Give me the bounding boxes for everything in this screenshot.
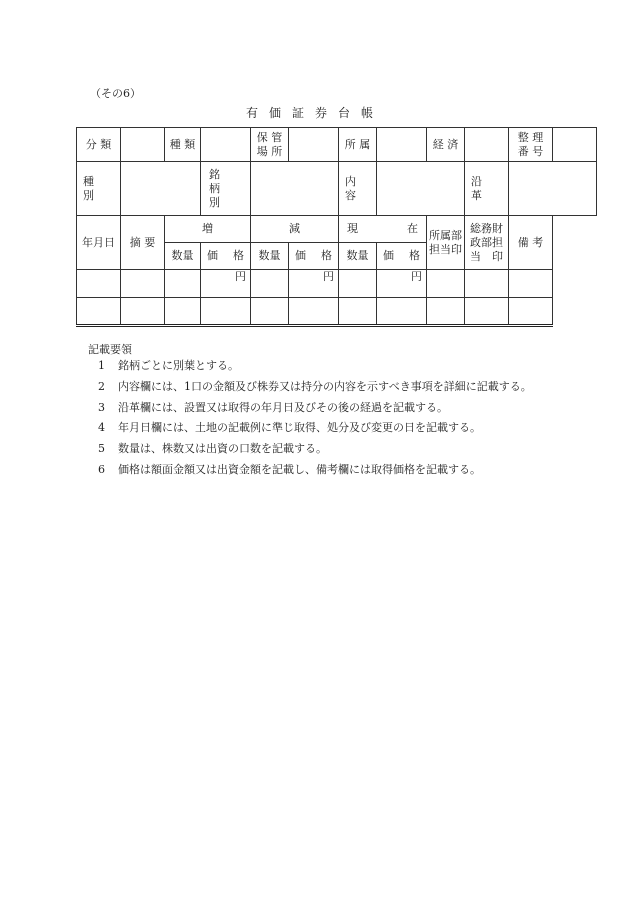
storage-location-label: 保 管 場 所: [251, 128, 289, 162]
general-affairs-seal-cell[interactable]: [465, 270, 509, 298]
increase-price-cell[interactable]: 円: [201, 270, 251, 298]
list-item: 5 数量は、株数又は出資の口数を記載する。: [98, 442, 327, 456]
content-label: 内 容: [339, 162, 377, 216]
reference-number-label: 整 理 番 号: [509, 128, 553, 162]
history-field[interactable]: [509, 162, 597, 216]
department-seal-header: 所属部 担当印: [427, 216, 465, 270]
kind-label: 種 類: [165, 128, 201, 162]
increase-header: 増: [165, 216, 251, 243]
affiliation-field[interactable]: [377, 128, 427, 162]
general-affairs-seal-cell[interactable]: [465, 298, 509, 326]
brand-field[interactable]: [251, 162, 339, 216]
part-label: （その6）: [90, 87, 141, 100]
table-row: [77, 270, 597, 298]
classification-row: [77, 128, 597, 162]
economy-field[interactable]: [465, 128, 509, 162]
decrease-quantity-cell[interactable]: [251, 270, 289, 298]
decrease-price-cell[interactable]: [289, 298, 339, 326]
current-header: 現 在: [339, 216, 427, 243]
increase-price-header: 価 格: [201, 243, 251, 270]
list-item: 2 内容欄には、1口の金額及び株券又は持分の内容を示すべき事項を詳細に記載する。: [98, 379, 532, 393]
classification-label: 分 類: [77, 128, 121, 162]
summary-cell[interactable]: [121, 298, 165, 326]
list-item: 4 年月日欄には、土地の記載例に準じ取得、処分及び変更の日を記載する。: [98, 421, 481, 435]
header-row-top: [77, 216, 597, 243]
current-price-header: 価 格: [377, 243, 427, 270]
increase-price-cell[interactable]: [201, 298, 251, 326]
current-quantity-cell[interactable]: [339, 298, 377, 326]
increase-quantity-cell[interactable]: [165, 270, 201, 298]
type-label: 種 別: [77, 162, 121, 216]
current-price-cell[interactable]: 円: [377, 270, 427, 298]
date-cell[interactable]: [77, 298, 121, 326]
decrease-quantity-header: 数量: [251, 243, 289, 270]
content-field[interactable]: [377, 162, 465, 216]
brand-label: 銘 柄 別: [201, 162, 251, 216]
decrease-header: 減: [251, 216, 339, 243]
list-item: 1 銘柄ごとに別葉とする。: [98, 359, 239, 372]
decrease-quantity-cell[interactable]: [251, 298, 289, 326]
remarks-cell[interactable]: [509, 298, 553, 326]
table-row: [77, 298, 597, 326]
department-seal-cell[interactable]: [427, 298, 465, 326]
summary-header: 摘 要: [121, 216, 165, 270]
decrease-price-header: 価 格: [289, 243, 339, 270]
securities-ledger-table: [76, 127, 597, 327]
decrease-price-cell[interactable]: 円: [289, 270, 339, 298]
type-field[interactable]: [121, 162, 201, 216]
summary-cell[interactable]: [121, 270, 165, 298]
increase-quantity-cell[interactable]: [165, 298, 201, 326]
kind-field[interactable]: [201, 128, 251, 162]
list-item: 3 沿革欄には、設置又は取得の年月日及びその後の経過を記載する。: [98, 400, 448, 414]
economy-label: 経 済: [427, 128, 465, 162]
detail-row: [77, 162, 597, 216]
department-seal-cell[interactable]: [427, 270, 465, 298]
current-quantity-header: 数量: [339, 243, 377, 270]
remarks-cell[interactable]: [509, 270, 553, 298]
notes-title: 記載要領: [88, 343, 132, 356]
affiliation-label: 所 属: [339, 128, 377, 162]
increase-quantity-header: 数量: [165, 243, 201, 270]
general-affairs-seal-header: 総務財 政部担 当 印: [465, 216, 509, 270]
current-price-cell[interactable]: [377, 298, 427, 326]
date-cell[interactable]: [77, 270, 121, 298]
current-quantity-cell[interactable]: [339, 270, 377, 298]
classification-field[interactable]: [121, 128, 165, 162]
page-title: 有価証券台帳: [245, 106, 384, 120]
storage-location-field[interactable]: [289, 128, 339, 162]
reference-number-field[interactable]: [553, 128, 597, 162]
remarks-header: 備 考: [509, 216, 553, 270]
notes-list: [98, 356, 532, 481]
date-header: 年月日: [77, 216, 121, 270]
list-item: 6 価格は額面金額又は出資金額を記載し、備考欄には取得価格を記載する。: [98, 462, 481, 476]
history-label: 沿 革: [465, 162, 509, 216]
